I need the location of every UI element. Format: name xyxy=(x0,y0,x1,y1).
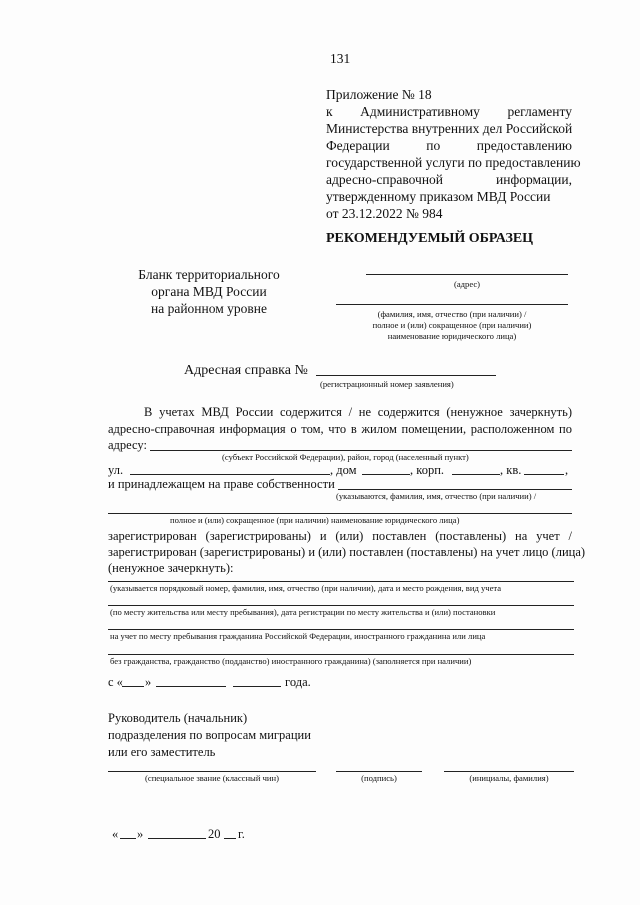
detail-field-line xyxy=(108,581,574,582)
initials-field-line xyxy=(444,771,574,772)
detail-caption: без гражданства, гражданство (подданство) иностранного гражданина) (заполняется при наличии) xyxy=(110,656,472,666)
building-label: , корп. xyxy=(410,463,445,477)
owner-caption-2: полное и (или) сокращенное (при наличии) наименование юридического лица) xyxy=(170,515,460,525)
date-close: » xyxy=(137,827,144,841)
since-month-line xyxy=(156,686,226,687)
detail-field-line xyxy=(108,629,574,630)
owner-field-line-2 xyxy=(108,513,572,514)
paragraph-line: В учетах МВД России содержится / не содержится (ненужное зачеркнуть) xyxy=(144,405,572,419)
paragraph-line: зарегистрирован (зарегистрированы) и (или) поставлен (поставлены) на учет лицо (лица) xyxy=(108,545,586,559)
date-year-suffix: г. xyxy=(238,827,245,841)
address-field-line xyxy=(366,274,568,275)
blank-line: на районном уровне xyxy=(150,301,267,316)
appendix-line: от 23.12.2022 № 984 xyxy=(326,206,443,221)
appendix-line: адресно-справочной информации, xyxy=(326,172,572,187)
apartment-field-line xyxy=(524,474,564,475)
since-suffix: года. xyxy=(285,675,311,689)
address-region-caption: (субъект Российской Федерации), район, город (населенный пункт) xyxy=(222,452,469,462)
address-region-line xyxy=(150,450,572,451)
blank-line: Бланк территориального xyxy=(138,267,280,282)
certificate-number-line xyxy=(316,375,496,376)
caption-line: (фамилия, имя, отчество (при наличии) / xyxy=(377,309,527,319)
appendix-line: Министерства внутренних дел Российской xyxy=(326,121,573,136)
address-caption: (адрес) xyxy=(453,279,481,289)
signature-field-line xyxy=(336,771,422,772)
signatory-line: подразделения по вопросам миграции xyxy=(108,728,311,742)
since-day-line xyxy=(122,686,144,687)
appendix-line: Федерации по предоставлению xyxy=(326,138,572,153)
date-month-line xyxy=(148,838,206,839)
appendix-header xyxy=(326,86,581,222)
owner-label: и принадлежащем на праве собственности xyxy=(108,477,335,491)
appendix-line: Приложение № 18 xyxy=(326,87,432,102)
appendix-line: государственной услуги по предоставлению xyxy=(326,155,581,170)
street-label: ул. xyxy=(108,463,124,477)
apartment-end: , xyxy=(565,463,569,477)
appendix-line: утвержденному приказом МВД России xyxy=(326,189,551,204)
address-label: адресу: xyxy=(108,438,147,452)
paragraph-line: зарегистрирован (зарегистрированы) и (или) поставлен (поставлены) на учет / xyxy=(108,529,572,543)
house-field-line xyxy=(362,474,410,475)
detail-caption: на учет по месту пребывания гражданина Российской Федерации, иностранного гражданина или лица xyxy=(110,631,486,641)
detail-field-line xyxy=(108,605,574,606)
paragraph-line: адресно-справочная информация о том, что в жилом помещении, расположенном по xyxy=(108,422,572,436)
street-field-line xyxy=(130,474,330,475)
appendix-line: к Административному регламенту xyxy=(326,104,572,119)
blank-line: органа МВД России xyxy=(151,284,267,299)
date-day-line xyxy=(120,838,136,839)
date-open: « xyxy=(112,827,119,841)
caption-line: наименование юридического лица) xyxy=(387,331,517,341)
blank-header xyxy=(116,266,302,317)
initials-caption: (инициалы, фамилия) xyxy=(469,773,549,783)
signatory-line: Руководитель (начальник) xyxy=(108,711,248,725)
rank-field-line xyxy=(108,771,316,772)
detail-caption: (по месту жительства или месту пребывания), дата регистрации по месту жительства и (или) постановки xyxy=(110,607,496,617)
paragraph-line: (ненужное зачеркнуть): xyxy=(108,561,234,575)
apartment-label: , кв. xyxy=(500,463,522,477)
recipient-name-caption xyxy=(336,309,568,342)
date-year: 20 xyxy=(208,827,221,841)
owner-field-line xyxy=(338,489,572,490)
detail-caption: (указывается порядковый номер, фамилия, имя, отчество (при наличии), дата и место рождения, вид учета xyxy=(110,583,502,593)
sample-title: РЕКОМЕНДУЕМЫЙ ОБРАЗЕЦ xyxy=(326,231,534,246)
detail-field-line xyxy=(108,654,574,655)
owner-caption: (указываются, фамилия, имя, отчество (при наличии) / xyxy=(336,491,537,501)
since-mid: » xyxy=(145,675,152,689)
page-number: 131 xyxy=(330,51,351,66)
signatory-line: или его заместитель xyxy=(108,745,216,759)
recipient-name-field-line xyxy=(336,304,568,305)
rank-caption: (специальное звание (классный чин) xyxy=(145,773,279,783)
building-field-line xyxy=(452,474,500,475)
since-year-line xyxy=(233,686,281,687)
house-label: , дом xyxy=(330,463,357,477)
certificate-title: Адресная справка № xyxy=(184,363,308,378)
since-prefix: с « xyxy=(108,675,123,689)
signature-caption: (подпись) xyxy=(361,773,397,783)
date-year-line xyxy=(224,838,236,839)
caption-line: полное и (или) сокращенное (при наличии) xyxy=(372,320,532,330)
signatory-block xyxy=(108,710,311,761)
certificate-number-caption: (регистрационный номер заявления) xyxy=(320,379,454,389)
